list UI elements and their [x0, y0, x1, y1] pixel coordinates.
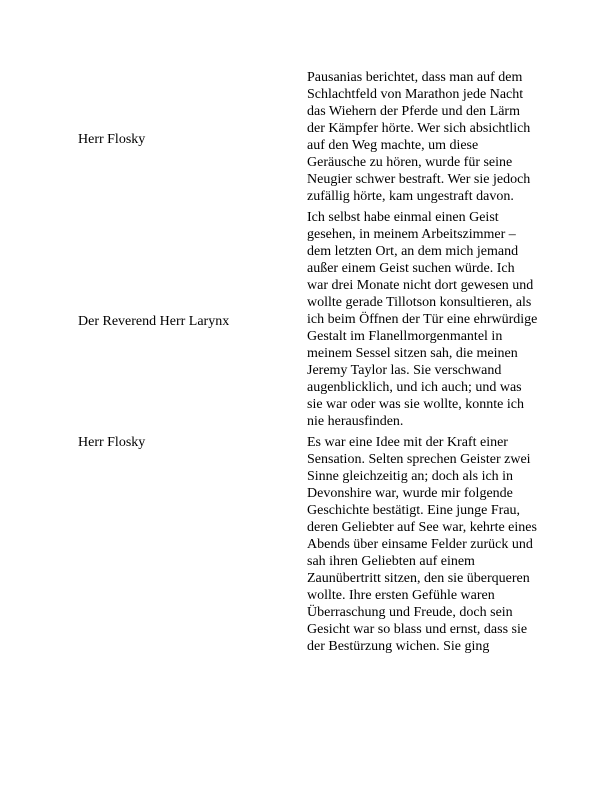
dialogue-table: [78, 69, 542, 659]
speech-text: Es war eine Idee mit der Kraft einer Sensation. Selten sprechen Geister zwei Sinne gleichzeitig an; doch als ich in Devonshire war, wurde mir folgende Geschichte bestätigt. Eine junge Frau, deren Geliebter auf See war, kehrte eines Abends über einsame Felder zurück und sah ihren Geliebten auf einem Zaunübertritt sitzen, den sie überqueren wollte. Ihre ersten Gefühle waren Überraschung und Freude, doch sein Gesicht war so blass und ernst, dass sie der Bestürzung wichen. Sie ging: [307, 435, 537, 654]
dialogue-row: [78, 434, 542, 659]
speech-cell: [307, 69, 542, 209]
speech-cell: [307, 434, 542, 659]
speech-text: Ich selbst habe einmal einen Geist gesehen, in meinem Arbeitszimmer – dem letzten Ort, an dem mich jemand außer einem Geist suchen würde. Ich war drei Monate nicht dort gewesen und wollte gerade Tillotson konsultieren, als ich beim Öffnen der Tür eine ehrwürdige Gestalt im Flanellmorgenmantel in meinem Sessel sitzen sah, die meinen Jeremy Taylor las. Sie verschwand augenblicklich, und ich auch; und was sie war oder was sie wollte, konnte ich nie herausfinden.: [307, 210, 538, 429]
speaker-name: Herr Flosky: [78, 435, 146, 450]
speech-cell: [307, 209, 542, 434]
speech-text: Pausanias berichtet, dass man auf dem Schlachtfeld von Marathon jede Nacht das Wiehern der Pferde und den Lärm der Kämpfer hörte. Wer sich absichtlich auf den Weg machte, um diese Geräusche zu hören, wurde für seine Neugier schwer bestraft. Wer sie jedoch zufällig hörte, kam ungestraft davon.: [307, 70, 531, 204]
speaker-name: Herr Flosky: [78, 131, 146, 147]
dialogue-row: [78, 209, 542, 434]
speaker-name: Der Reverend Herr Larynx: [78, 314, 230, 329]
dialogue-row: [78, 69, 542, 209]
